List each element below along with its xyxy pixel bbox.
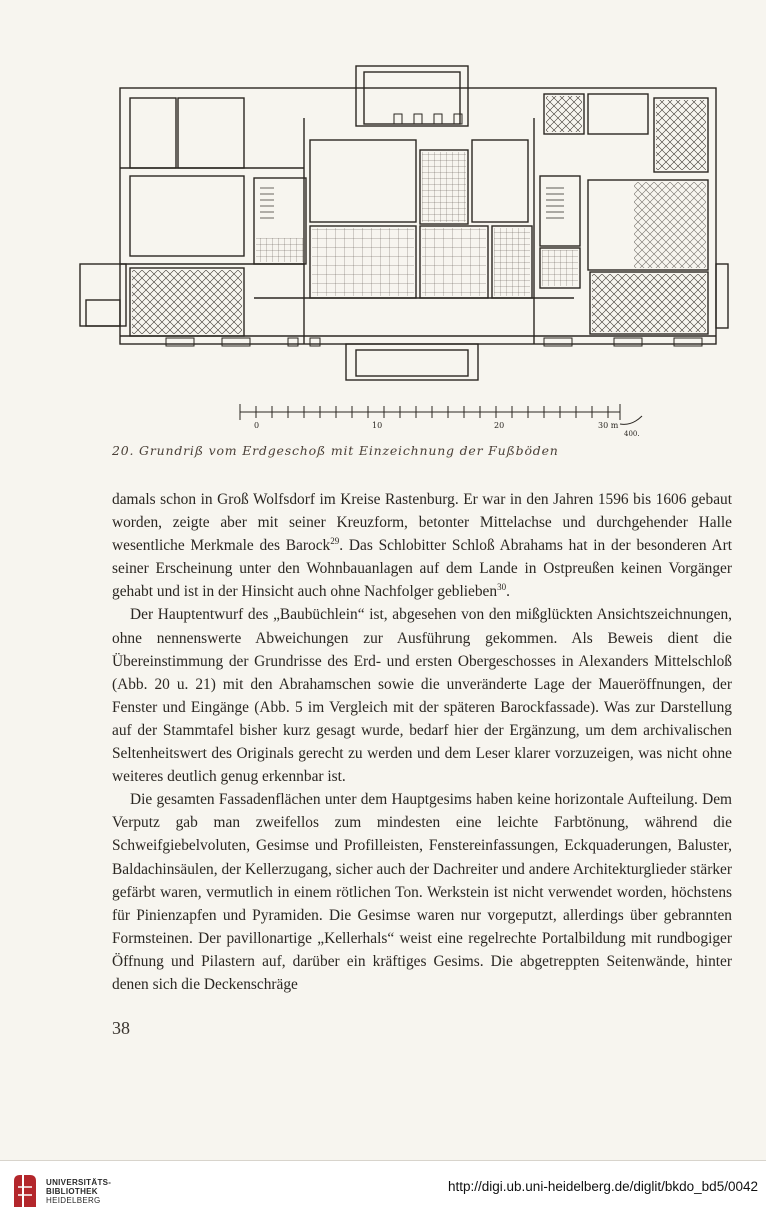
paragraph-2: Der Hauptentwurf des „Baubüchlein“ ist, abgesehen von den mißglückten Ansichtszeichnungen, ohne nennenswerte Abweichungen zur Ausführung gekommen. Als Beweis dient die Übereinstimmung der Grundrisse des Erd- und ersten Obergeschosses in Alexanders Mittelschloß (Abb. 20 u. 21) mit den Abrahamschen sowie die unveränderte Lage der Maueröffnungen, der Fenster und Eingänge (Abb. 5 im Vergleich mit der späteren Barockfassade). Was zur Darstellung auf der Stammtafel bisher kurz gesagt wurde, bedarf hier der Ergänzung, um dem archivalischen Seltenheitswert des Originals gerecht zu werden und dem Leser klarer vorzuzeigen, was nicht ohne weiteres deutlich genug erkennbar ist. bbox=[112, 606, 732, 786]
footnote-ref-30: 30 bbox=[497, 582, 507, 593]
scale-bar bbox=[232, 396, 652, 440]
logo-text: UNIVERSITÄTS- BIBLIOTHEK HEIDELBERG bbox=[46, 1178, 112, 1205]
paragraph-3: Die gesamten Fassadenflächen unter dem Hauptgesims haben keine horizontale Aufteilung. Dem Verputz gab man zweifellos zum mindesten eine leichte Farbtönung, während die Schweifgiebelvoluten, Gesimse und Profilleisten, Fenstereinfassungen, Eckquaderungen, Baluster, Baldachinsäulen, der Kellerzugang, sicher auch der Dachreiter und andere Architekturglieder stärker gefärbt waren, vermutlich in einem rötlichen Ton. Werkstein ist nicht verwendet worden, höchstens für Pinienzapfen und Pyramiden. Die Gesimse waren nur vorgeputzt, allerdings über gebrannten Formsteinen. Der pavillonartige „Kellerhals“ weist eine regelrechte Portalbildung mit rundbogiger Öffnung und Pilastern auf, darüber ein kräftiges Gesims. Die abgetreppten Seitenwände, hinter denen sich die Deckenschräge bbox=[112, 791, 732, 993]
body-text bbox=[112, 488, 732, 996]
scale-label-20: 20 bbox=[494, 421, 505, 430]
paragraph-1: damals schon in Groß Wolfsdorf im Kreise Rastenburg. Er war in den Jahren 1596 bis 1606 gebaut worden, zeigte aber mit seiner Kreuzform, betonter Mittelachse und durchgehender Halle wesentliche Merkmale des Barock$^{29}$. Das Schlobitter Schloß Abrahams hat in der besonderen Art seiner Erscheinung unter den Wohnbauanlagen auf dem Lande in Ostpreußen keinen Vorgänger gehabt und ist in der Hinsicht auch ohne Nachfolger geblieben$^{30}$. bbox=[112, 491, 732, 601]
page-number: 38 bbox=[112, 1018, 130, 1038]
footnote-ref-29: 29 bbox=[330, 536, 340, 547]
scale-label-0: 0 bbox=[254, 421, 260, 430]
source-url-link[interactable]: http://digi.ub.uni-heidelberg.de/diglit/bkdo_bd5/0042 bbox=[448, 1179, 758, 1194]
scale-label-30: 30 m bbox=[598, 421, 619, 430]
scale-ratio: 400. bbox=[624, 430, 640, 438]
figure-caption: 20. Grundriß vom Erdgeschoß mit Einzeichnung der Fußböden bbox=[112, 443, 559, 458]
floor-plan-drawing bbox=[74, 58, 730, 388]
university-library-logo-icon bbox=[10, 1173, 40, 1209]
library-footer bbox=[0, 1160, 766, 1221]
scale-label-10: 10 bbox=[372, 421, 383, 430]
